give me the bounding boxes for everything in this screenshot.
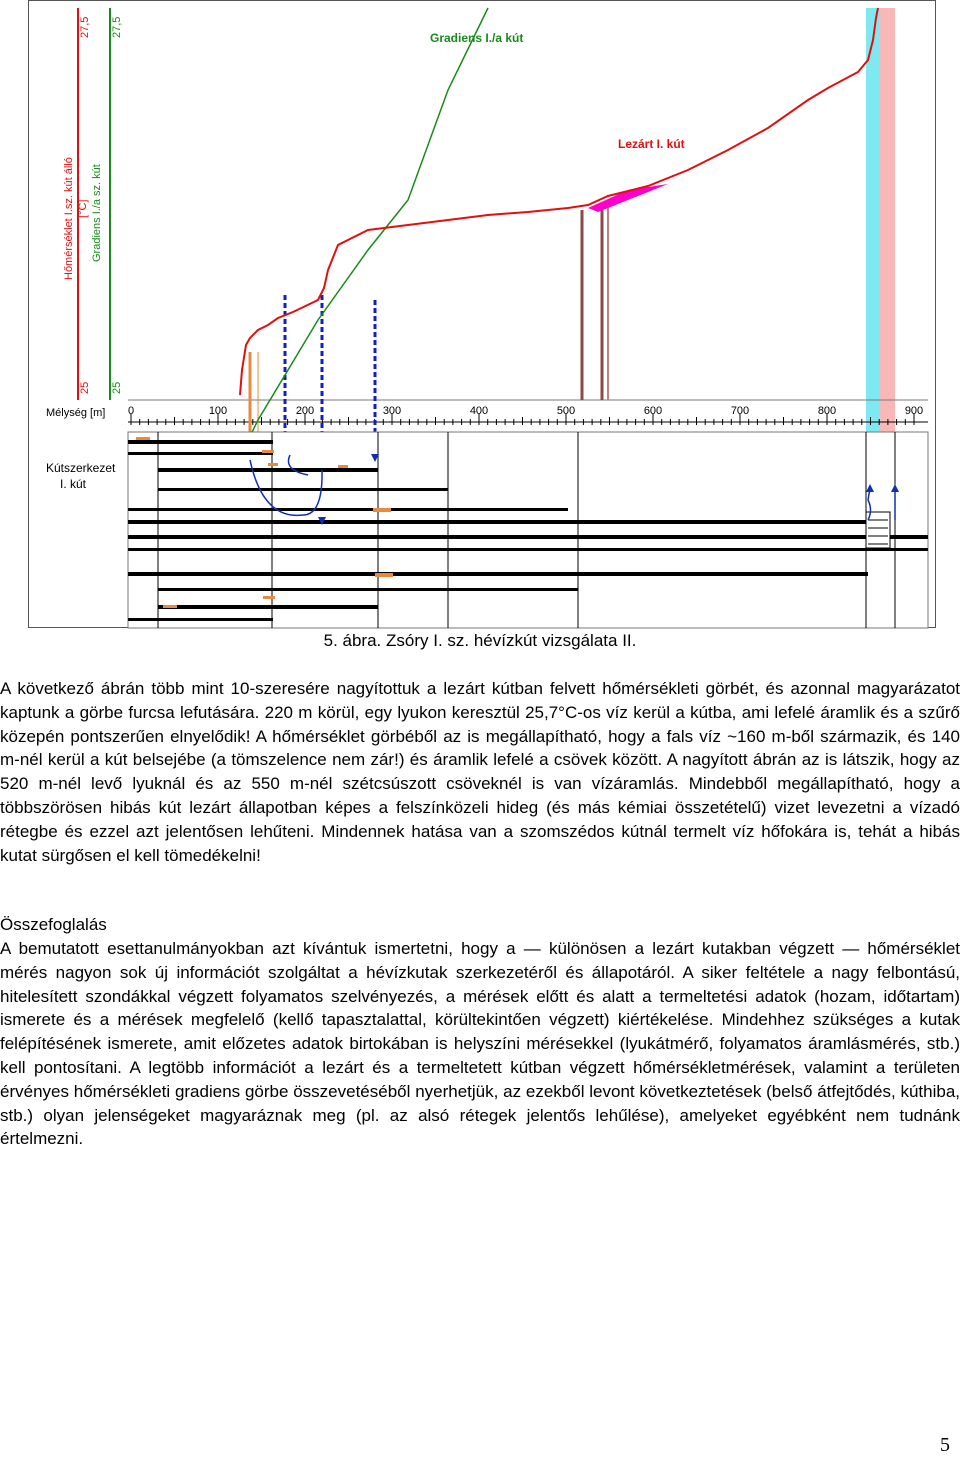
depth-tick-label: 0 xyxy=(127,405,135,417)
grad-tick-top: 27,5 xyxy=(111,16,123,38)
label-closed-well: Lezárt I. kút xyxy=(618,137,685,151)
pink-band xyxy=(880,8,895,456)
depth-tick-label: 900 xyxy=(904,405,924,417)
label-gradient-well: Gradiens I./a kút xyxy=(430,31,524,45)
paragraph-2: A bemutatott esettanulmányokban azt kívántuk ismertetni, hogy a — különösen a lezárt kutakban végzett — hőmérséklet mérés nagyon sok új információt szolgáltat a hévízkutak szerkezetéről és állapotáról. A siker feltétele a nagy felbontású, hitelesített szondákkal végzett folyamatos szelvényezés, a mérések előtt és alatt a termeltetési adatok (hozam, időtartam) ismerete és a mérések megfelelő (kellő tapasztalattal, körültekintően végzett) kiértékelése. Mindehhez szükséges a kutak felépítésének ismerete, amit előzetes adatok birtokában is helyszíni mérésekkel (lyukátmérő, folyamatos áramlásmérés, stb.) kell pontosítani. A legtöbb információt a lezárt és a termeltetett kútban végzett hőmérsékletmérések, valamint a területen érvényes hőmérsékleti gradiens görbe összevetéséből nyerhetjük, az ezekből levont következtetések (belső átfejtődés, kúthiba, stb.) olyan jelenségeket magyaráznak meg (pl. az alsó rétegek jelentős lehűlése), amelyeket egyébként nem tudnánk értelmezni. xyxy=(0,939,960,1149)
depth-tick-label: 200 xyxy=(295,405,315,417)
grad-tick-bottom: 25 xyxy=(111,381,123,394)
depth-tick-label: 100 xyxy=(208,405,228,417)
y-axis-unit: [°C] xyxy=(77,199,89,218)
well-temperature-figure xyxy=(28,0,936,630)
y-axis-temp-label: Hőmérséklet I.sz. kút álló xyxy=(63,157,75,280)
y-axis-gradient-label: Gradiens I./a sz. kút xyxy=(91,164,103,262)
depth-tick-label: 600 xyxy=(643,405,663,417)
well-structure-label-1: Kútszerkezet xyxy=(46,461,116,475)
temp-tick-top: 27,5 xyxy=(79,16,91,38)
paragraph-1: A következő ábrán több mint 10-szeresére nagyítottuk a lezárt kútban felvett hőmérsékleti görbét, és azonnal magyarázatot kaptunk a görbe furcsa lefutására. 220 m körül, egy lyukon keresztül 25,7°C-os víz kerül a kútba, ami lefelé áramlik és a szűrő közepén pontszerűen elnyelődik! A hőmérséklet görbéből az is megállapítható, hogy a fals víz ~160 m-ből származik, és 140 m-nél kerül a kút belsejébe (a tömszelence nem zár!) és áramlik lefelé a csövek között. A nagyított ábrán az is látszik, hogy az 520 m-nél levő lyuknál és az 550 m-nél szétcsúszott csöveknél is van vízáramlás. Mindebből megállapítható, hogy a többszörösen hibás kút lezárt állapotban képes a felszínközeli hideg (és más kémiai összetételű) vizet levezetni a vízadó rétegbe és ezzel azt jelentősen lehűteni. Mindennek hatása van a szomszédos kútnál termelt víz hőfokára is, tehát a hibás kutat sürgősen el kell tömedékelni! xyxy=(0,679,960,865)
depth-tick-label: 500 xyxy=(556,405,576,417)
depth-tick-label: 700 xyxy=(730,405,750,417)
well-structure-label-2: I. kút xyxy=(60,477,87,491)
depth-tick-label: 400 xyxy=(469,405,489,417)
figure-caption: 5. ábra. Zsóry I. sz. hévízkút vizsgálata II. xyxy=(323,631,637,650)
temp-tick-bottom: 25 xyxy=(79,381,91,394)
summary-heading: Összefoglalás xyxy=(0,915,107,934)
depth-label: Mélység [m] xyxy=(46,407,106,419)
depth-tick-label: 300 xyxy=(382,405,402,417)
cyan-band xyxy=(866,8,880,456)
depth-tick-label: 800 xyxy=(817,405,837,417)
page-number: 5 xyxy=(940,1434,950,1456)
